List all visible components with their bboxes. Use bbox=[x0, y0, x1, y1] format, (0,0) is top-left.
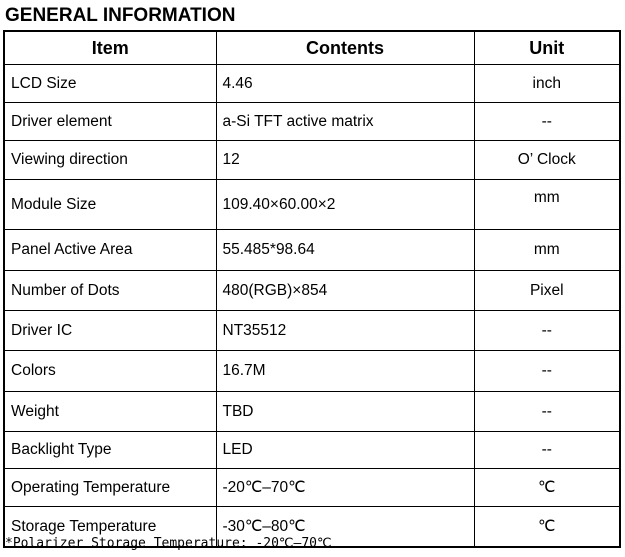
table-row-backlight-type bbox=[4, 432, 620, 469]
row-item: Operating Temperature bbox=[4, 469, 216, 507]
page-title: GENERAL INFORMATION bbox=[5, 5, 236, 26]
row-unit: -- bbox=[474, 432, 620, 469]
row-unit: ℃ bbox=[474, 507, 620, 548]
row-contents: a-Si TFT active matrix bbox=[216, 103, 474, 141]
footnote: *Polarizer Storage Temperature: -20℃–70℃ bbox=[5, 536, 332, 551]
table-row-weight bbox=[4, 392, 620, 432]
row-contents: -30℃–80℃ bbox=[216, 507, 474, 548]
row-contents: 4.46 bbox=[216, 65, 474, 103]
header-unit: Unit bbox=[474, 31, 620, 65]
row-unit: ℃ bbox=[474, 469, 620, 507]
header-contents: Contents bbox=[216, 31, 474, 65]
row-item: Storage Temperature bbox=[4, 507, 216, 548]
general-information-table bbox=[3, 30, 621, 548]
row-contents: 16.7M bbox=[216, 351, 474, 392]
row-contents: 109.40×60.00×2 bbox=[216, 180, 474, 230]
row-item: Module Size bbox=[4, 180, 216, 230]
row-item: Viewing direction bbox=[4, 141, 216, 180]
table-row-driver-element bbox=[4, 103, 620, 141]
table-header-row bbox=[4, 31, 620, 65]
header-item: Item bbox=[4, 31, 216, 65]
row-item: Weight bbox=[4, 392, 216, 432]
row-contents: TBD bbox=[216, 392, 474, 432]
row-item: Panel Active Area bbox=[4, 230, 216, 271]
row-item: LCD Size bbox=[4, 65, 216, 103]
table-row-viewing-direction bbox=[4, 141, 620, 180]
row-item: Number of Dots bbox=[4, 271, 216, 311]
table-row-module-size bbox=[4, 180, 620, 230]
row-unit: inch bbox=[474, 65, 620, 103]
row-item: Colors bbox=[4, 351, 216, 392]
row-unit: -- bbox=[474, 103, 620, 141]
row-unit: -- bbox=[474, 311, 620, 351]
row-unit: O’ Clock bbox=[474, 141, 620, 180]
row-contents: 480(RGB)×854 bbox=[216, 271, 474, 311]
table-row-lcd-size bbox=[4, 65, 620, 103]
table-row-operating-temperature bbox=[4, 469, 620, 507]
row-contents: 12 bbox=[216, 141, 474, 180]
row-unit: mm bbox=[474, 180, 620, 230]
row-item: Driver IC bbox=[4, 311, 216, 351]
row-unit: -- bbox=[474, 392, 620, 432]
row-unit: -- bbox=[474, 351, 620, 392]
row-item: Backlight Type bbox=[4, 432, 216, 469]
row-contents: LED bbox=[216, 432, 474, 469]
row-item: Driver element bbox=[4, 103, 216, 141]
row-contents: 55.485*98.64 bbox=[216, 230, 474, 271]
row-contents: -20℃–70℃ bbox=[216, 469, 474, 507]
table-row-number-of-dots bbox=[4, 271, 620, 311]
table-row-panel-active-area bbox=[4, 230, 620, 271]
table-row-driver-ic bbox=[4, 311, 620, 351]
row-unit: mm bbox=[474, 230, 620, 271]
table-row-colors bbox=[4, 351, 620, 392]
row-contents: NT35512 bbox=[216, 311, 474, 351]
row-unit: Pixel bbox=[474, 271, 620, 311]
